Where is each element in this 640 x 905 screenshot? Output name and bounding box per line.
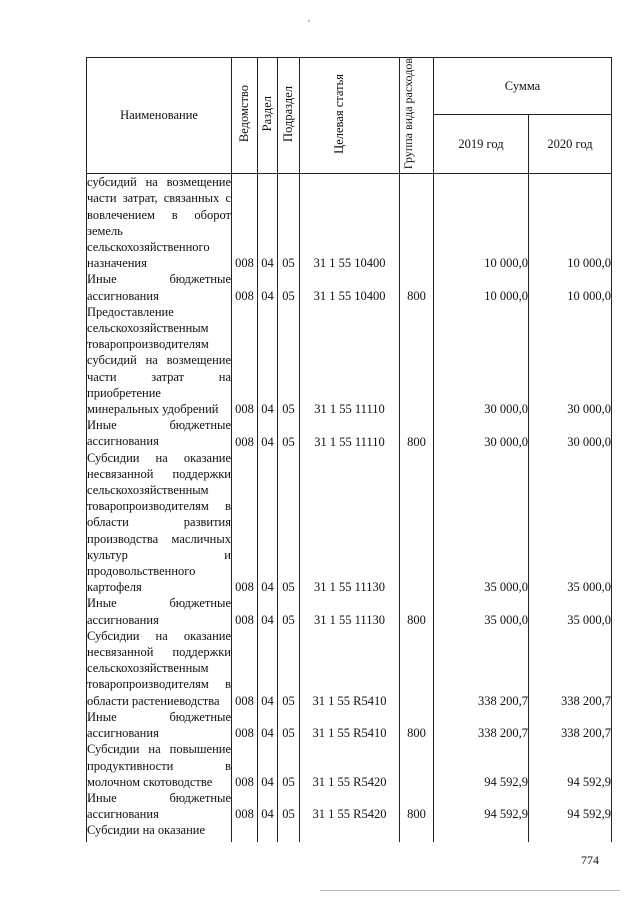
row-podrazdel: 05	[278, 271, 300, 303]
row-tselevaya-statya: 31 1 55 R5410	[300, 628, 400, 709]
header-year-2019: 2019 год	[434, 115, 529, 174]
row-sum-2019: 30 000,0	[434, 417, 529, 449]
row-name: Субсидии на оказание	[87, 822, 232, 842]
row-name: Иные бюджетные ассигнования	[87, 418, 231, 449]
row-sum-2019: 30 000,0	[434, 304, 529, 417]
budget-table	[86, 57, 612, 842]
row-vedomstvo: 008	[232, 709, 258, 741]
row-gruppa-vida	[400, 304, 434, 417]
row-razdel	[258, 822, 278, 842]
row-name: Иные бюджетные ассигнования	[87, 596, 231, 627]
header-tselevaya-statya: Целевая статья	[300, 58, 400, 174]
row-tselevaya-statya: 31 1 55 11110	[300, 417, 400, 449]
header-year-2020: 2020 год	[529, 115, 612, 174]
row-podrazdel: 05	[278, 174, 300, 272]
row-gruppa-vida	[400, 450, 434, 596]
row-sum-2020: 338 200,7	[529, 628, 612, 709]
row-podrazdel: 05	[278, 417, 300, 449]
row-vedomstvo: 008	[232, 174, 258, 272]
row-podrazdel: 05	[278, 709, 300, 741]
row-vedomstvo: 008	[232, 790, 258, 822]
row-sum-2019: 94 592,9	[434, 790, 529, 822]
row-razdel: 04	[258, 450, 278, 596]
row-podrazdel: 05	[278, 628, 300, 709]
row-sum-2019: 10 000,0	[434, 271, 529, 303]
row-gruppa-vida: 800	[400, 709, 434, 741]
row-sum-2020: 10 000,0	[529, 174, 612, 272]
row-podrazdel: 05	[278, 450, 300, 596]
header-name: Наименование	[87, 58, 232, 174]
row-name: Предоставление сельскохозяйственным товаропроизводителям субсидий на возмещение части затрат на приобретение минеральных удобрений	[87, 304, 231, 417]
table-header	[87, 58, 612, 174]
row-podrazdel: 05	[278, 304, 300, 417]
row-sum-2020: 35 000,0	[529, 595, 612, 627]
row-razdel: 04	[258, 595, 278, 627]
row-sum-2019: 35 000,0	[434, 595, 529, 627]
row-podrazdel: 05	[278, 741, 300, 790]
row-vedomstvo: 008	[232, 450, 258, 596]
top-mark: '	[308, 18, 310, 30]
row-razdel: 04	[258, 628, 278, 709]
row-vedomstvo: 008	[232, 741, 258, 790]
row-razdel: 04	[258, 174, 278, 272]
table-row	[87, 709, 612, 741]
row-podrazdel: 05	[278, 595, 300, 627]
table-row	[87, 304, 612, 417]
header-summa: Сумма	[434, 58, 612, 115]
row-name: Субсидии на оказание несвязанной поддержки сельскохозяйственным товаропроизводителям в области развития производства масличных культур и продовольственного картофеля	[87, 450, 231, 595]
header-vedomstvo: Ведомство	[232, 58, 258, 174]
row-vedomstvo: 008	[232, 595, 258, 627]
row-tselevaya-statya: 31 1 55 11130	[300, 450, 400, 596]
row-sum-2020: 10 000,0	[529, 271, 612, 303]
row-razdel: 04	[258, 709, 278, 741]
row-tselevaya-statya: 31 1 55 R5420	[300, 790, 400, 822]
row-tselevaya-statya: 31 1 55 10400	[300, 174, 400, 272]
footer-rule	[320, 890, 620, 891]
row-tselevaya-statya: 31 1 55 11130	[300, 595, 400, 627]
row-gruppa-vida: 800	[400, 790, 434, 822]
header-razdel: Раздел	[258, 58, 278, 174]
row-sum-2020: 30 000,0	[529, 417, 612, 449]
row-tselevaya-statya: 31 1 55 11110	[300, 304, 400, 417]
row-name: Иные бюджетные ассигнования	[87, 790, 231, 822]
row-sum-2020: 30 000,0	[529, 304, 612, 417]
row-gruppa-vida: 800	[400, 595, 434, 627]
row-sum-2020: 338 200,7	[529, 709, 612, 741]
row-sum-2020: 35 000,0	[529, 450, 612, 596]
table-row	[87, 174, 612, 272]
row-name: субсидий на возмещение части затрат, связанных с вовлечением в оборот земель сельскохозяйственного назначения	[87, 175, 231, 271]
table-row	[87, 628, 612, 709]
row-name: Субсидии на повышение продуктивности в молочном скотоводстве	[87, 742, 231, 789]
row-gruppa-vida	[400, 628, 434, 709]
row-sum-2020: 94 592,9	[529, 741, 612, 790]
row-gruppa-vida	[400, 174, 434, 272]
table-row	[87, 271, 612, 303]
table-row	[87, 417, 612, 449]
row-sum-2020: 94 592,9	[529, 790, 612, 822]
row-sum-2019: 338 200,7	[434, 709, 529, 741]
row-podrazdel	[278, 822, 300, 842]
table-body	[87, 174, 612, 843]
row-vedomstvo	[232, 822, 258, 842]
page-number: 774	[581, 853, 599, 867]
row-vedomstvo: 008	[232, 304, 258, 417]
row-tselevaya-statya	[300, 822, 400, 842]
row-razdel: 04	[258, 304, 278, 417]
row-razdel: 04	[258, 741, 278, 790]
header-podrazdel: Подраздел	[278, 58, 300, 174]
row-razdel: 04	[258, 417, 278, 449]
row-vedomstvo: 008	[232, 271, 258, 303]
row-gruppa-vida: 800	[400, 417, 434, 449]
row-sum-2019: 10 000,0	[434, 174, 529, 272]
row-sum-2019	[434, 822, 529, 842]
row-tselevaya-statya: 31 1 55 R5410	[300, 709, 400, 741]
table-row	[87, 741, 612, 790]
row-sum-2019: 94 592,9	[434, 741, 529, 790]
row-razdel: 04	[258, 271, 278, 303]
table-row	[87, 822, 612, 842]
row-tselevaya-statya: 31 1 55 R5420	[300, 741, 400, 790]
table-row	[87, 595, 612, 627]
row-gruppa-vida	[400, 822, 434, 842]
header-gruppa-vida-raskhodov: Группа вида расходов	[400, 58, 434, 174]
row-vedomstvo: 008	[232, 628, 258, 709]
row-sum-2019: 338 200,7	[434, 628, 529, 709]
table-row	[87, 790, 612, 822]
row-name: Иные бюджетные ассигнования	[87, 709, 231, 741]
row-sum-2019: 35 000,0	[434, 450, 529, 596]
row-sum-2020	[529, 822, 612, 842]
row-tselevaya-statya: 31 1 55 10400	[300, 271, 400, 303]
table-row	[87, 450, 612, 596]
row-gruppa-vida	[400, 741, 434, 790]
row-razdel: 04	[258, 790, 278, 822]
row-podrazdel: 05	[278, 790, 300, 822]
row-name: Субсидии на оказание несвязанной поддержки сельскохозяйственным товаропроизводителям в области растениеводства	[87, 628, 231, 708]
row-vedomstvo: 008	[232, 417, 258, 449]
row-name: Иные бюджетные ассигнования	[87, 272, 231, 303]
row-gruppa-vida: 800	[400, 271, 434, 303]
